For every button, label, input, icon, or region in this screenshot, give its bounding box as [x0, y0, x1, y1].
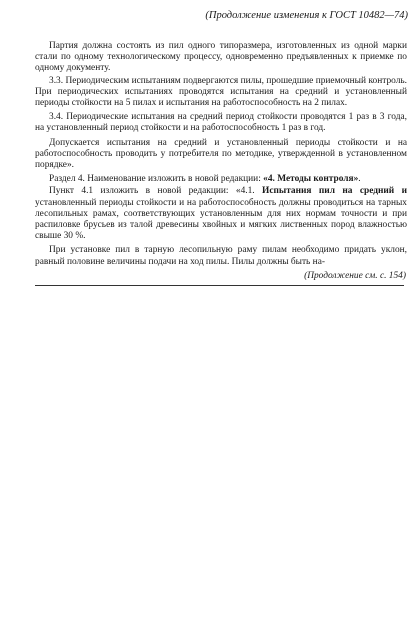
section-4-title: «4. Методы контроля»: [263, 174, 359, 185]
point-4-1-bold: Испытания пил на средний и: [262, 186, 407, 197]
paragraph-3-4: 3.4. Периодические испытания на средний период стойкости проводятся 1 раз в 3 года, на установленный период стойкости и на работоспособность 1 раз в год.: [35, 112, 407, 134]
page-header: (Продолжение изменения к ГОСТ 10482—74): [205, 10, 408, 21]
paragraph-allowed-testing: Допускается испытания на средний и установленный периоды стойкости и на работоспособность проводить у потребителя по методике, утвержденной в установленном порядке».: [35, 137, 407, 171]
continuation-note: (Продолжение см. с. 154): [304, 270, 406, 281]
section-4-suffix: .: [358, 174, 361, 185]
point-4-1-rest: установленный периоды стойкости и на работоспособность должны проводиться на тарных лесопильных рамах, соответствующих установленным для них нормам точности и при распиловке брусьев из талой древесины хвойных и мягких лиственных пород влажностью свыше 30 %.: [35, 197, 407, 242]
document-body: [35, 41, 407, 282]
point-4-1-prefix: Пункт 4.1 изложить в новой редакции: «4.1.: [49, 186, 263, 197]
section-4-prefix: Раздел 4. Наименование изложить в новой редакции:: [49, 174, 264, 185]
paragraph-4-1: [35, 186, 407, 242]
paragraph-batch: Партия должна состоять из пил одного типоразмера, изготовленных из одной марки стали по одному технологическому процессу, одновременно предъявленных к приемке по одному документу.: [35, 41, 407, 74]
paragraph-saw-installation: При установке пил в тарную лесопильную раму пилам необходимо придать уклон, равный половине величины подачи на ход пилы. Пилы должны быть на-: [35, 245, 407, 267]
separator-line: [35, 285, 404, 286]
paragraph-3-3: 3.3. Периодическим испытаниям подвергаются пилы, прошедшие приемочный контроль. При периодических испытаниях проводятся испытания на средний и установленный периоды стойкости на 5 пилах и испытания на работоспособность на 2 пилах.: [35, 75, 407, 109]
paragraph-section-4: [35, 174, 407, 185]
